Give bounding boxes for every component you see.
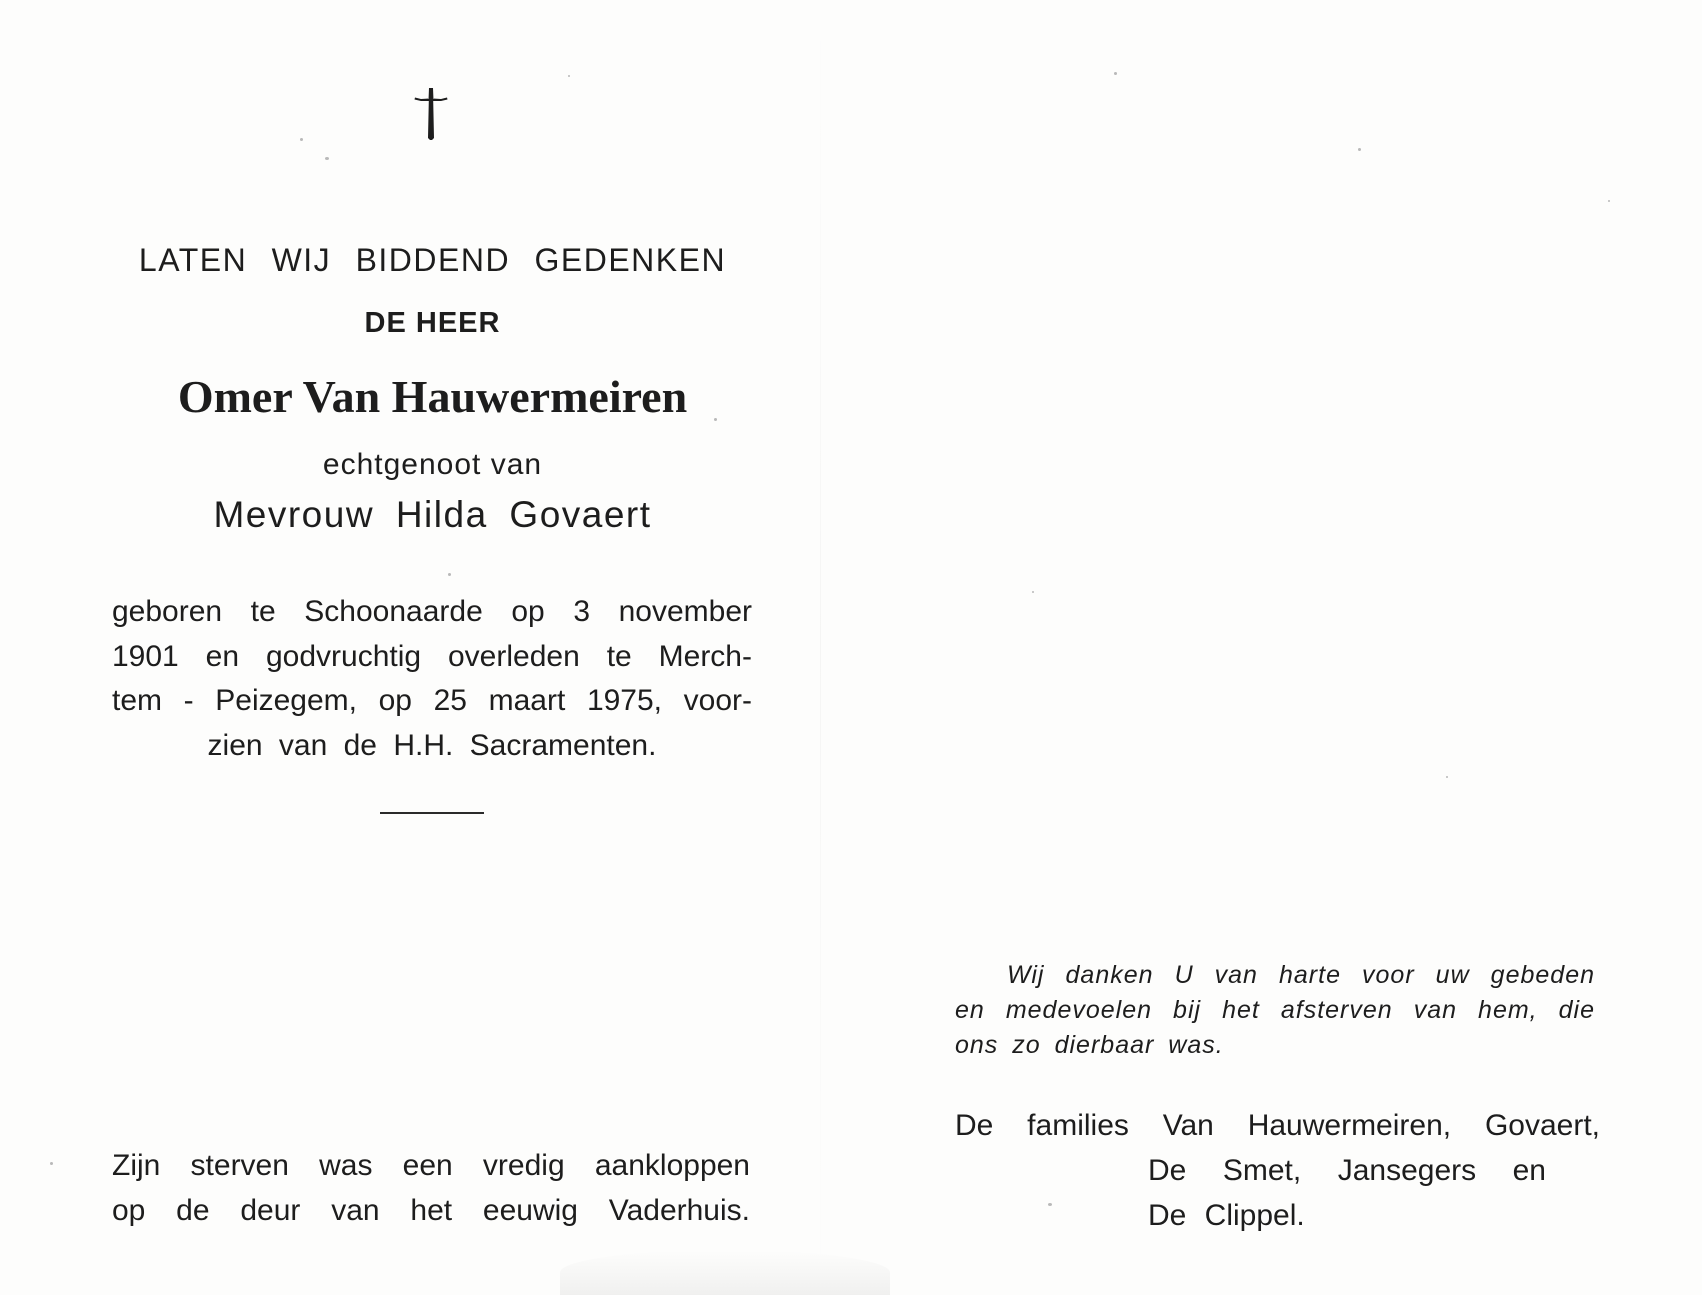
section-divider: [380, 812, 484, 814]
honorific-title: DE HEER: [364, 307, 501, 339]
thanks-paragraph: [955, 958, 1595, 1063]
thanks-line: ons zo dierbaar was.: [955, 1031, 1224, 1059]
families-line: De families Van Hauwermeiren, Govaert,: [955, 1109, 1600, 1142]
memorial-intro: LATEN WIJ BIDDEND GEDENKEN: [138, 242, 727, 278]
latin-cross-icon: [411, 86, 451, 140]
right-page: [865, 0, 1702, 1295]
thanks-line: en medevoelen bij het afsterven van hem, die: [955, 996, 1595, 1024]
families-line: De Clippel.: [1148, 1199, 1305, 1232]
biography-line: 1901 en godvruchtig overleden te Merch-: [112, 639, 752, 673]
biography-line: tem - Peizegem, op 25 maart 1975, voor-: [112, 684, 752, 717]
families-signature: [955, 1103, 1600, 1238]
relation-label: echtgenoot van: [322, 448, 543, 481]
quote-line: op de deur van het eeuwig Vaderhuis.: [112, 1194, 750, 1227]
biography-line: geboren te Schoonaarde op 3 november: [112, 595, 752, 628]
biography-paragraph: [112, 590, 752, 768]
biography-line: zien van de H.H. Sacramenten.: [207, 728, 657, 762]
spouse-name: Mevrouw Hilda Govaert: [213, 494, 652, 535]
families-line: De Smet, Jansegers en: [1148, 1154, 1546, 1187]
thanks-line: Wij danken U van harte voor uw gebeden: [1007, 961, 1595, 989]
deceased-name: Omer Van Hauwermeiren: [177, 371, 688, 422]
memorial-quote: [112, 1143, 750, 1233]
quote-line: Zijn sterven was een vredig aankloppen: [112, 1149, 750, 1182]
